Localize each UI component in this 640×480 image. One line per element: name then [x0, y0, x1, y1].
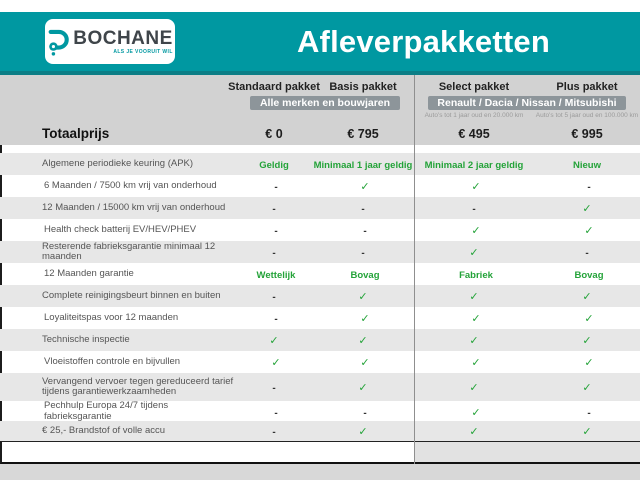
cell-basis	[358, 378, 367, 396]
cell-basis	[361, 243, 364, 261]
check-icon: ✓	[358, 335, 368, 347]
column-header-basis: Basis pakket	[329, 81, 397, 93]
cell-select	[471, 177, 480, 195]
dash-icon: -	[585, 248, 589, 259]
table-row	[0, 241, 640, 263]
note-plus-pakket: Auto's tot 5 jaar oud en 100.000 km	[535, 112, 639, 119]
cell-plus	[582, 331, 591, 349]
check-icon: ✓	[471, 181, 481, 193]
total-price-plus: € 995	[571, 126, 603, 141]
check-icon: ✓	[469, 335, 479, 347]
cell-standaard	[274, 221, 277, 239]
cell-standaard	[274, 403, 277, 421]
cell-select	[459, 265, 493, 283]
top-white-strip	[0, 0, 640, 12]
value-text: Wettelijk	[256, 270, 296, 281]
table-row	[0, 197, 640, 219]
value-text: Nieuw	[573, 160, 601, 171]
notes-row	[0, 110, 640, 121]
cell-plus	[574, 265, 603, 283]
check-icon: ✓	[584, 313, 594, 325]
dash-icon: -	[363, 407, 367, 419]
row-label: € 25,- Brandstof of volle accu	[42, 424, 166, 436]
check-icon: ✓	[584, 225, 594, 237]
row-label: Pechhulp Europa 24/7 tijdens fabrieksgarantie	[44, 400, 169, 422]
row-label: 12 Maanden garantie	[44, 267, 134, 279]
cell-plus	[587, 403, 590, 421]
cell-plus	[584, 353, 593, 371]
dash-icon: -	[272, 204, 276, 215]
cell-plus	[573, 155, 601, 173]
page-header	[0, 12, 640, 75]
table-row	[0, 307, 640, 329]
totals-row	[0, 121, 640, 146]
cell-plus	[582, 199, 591, 217]
total-price-basis: € 795	[347, 126, 379, 141]
badges-row	[0, 95, 640, 110]
row-label: Resterende fabrieksgarantie minimaal 12 maanden	[42, 240, 216, 262]
dash-icon: -	[363, 226, 367, 237]
cell-standaard	[269, 331, 278, 349]
cell-select	[471, 221, 480, 239]
check-icon: ✓	[358, 426, 368, 438]
table-gap-row	[0, 145, 640, 153]
cell-basis	[361, 199, 364, 217]
cell-standaard	[271, 353, 280, 371]
check-icon: ✓	[582, 382, 592, 394]
table-row	[0, 329, 640, 351]
dash-icon: -	[472, 204, 476, 215]
column-header-standaard: Standaard pakket	[228, 81, 320, 93]
row-label: Algemene periodieke keuring (APK)	[42, 157, 194, 169]
value-text: Fabriek	[459, 270, 493, 281]
cell-standaard	[259, 155, 289, 173]
check-icon: ✓	[469, 382, 479, 394]
cell-plus	[582, 378, 591, 396]
check-icon: ✓	[471, 357, 481, 369]
check-icon: ✓	[471, 225, 481, 237]
column-header-select: Select pakket	[438, 81, 510, 93]
row-label: Vloeistoffen controle en bijvullen	[44, 355, 181, 367]
value-text: Bovag	[574, 270, 604, 281]
cell-basis	[358, 287, 367, 305]
row-label: Loyaliteitspas voor 12 maanden	[44, 311, 179, 323]
check-icon: ✓	[469, 247, 479, 259]
row-label: Health check batterij EV/HEV/PHEV	[44, 223, 197, 235]
cell-basis	[363, 403, 366, 421]
cell-plus	[582, 287, 591, 305]
column-header-plus: Plus pakket	[556, 81, 618, 93]
cell-select	[471, 353, 480, 371]
total-price-select: € 495	[458, 126, 490, 141]
row-label: 6 Maanden / 7500 km vrij van onderhoud	[44, 179, 217, 191]
row-label: Complete reinigingsbeurt binnen en buiten	[42, 289, 221, 301]
badge-renault-group: Renault / Dacia / Nissan / Mitsubishi	[428, 96, 626, 110]
check-icon: ✓	[358, 291, 368, 303]
cell-basis	[360, 309, 369, 327]
totals-label: Totaalprijs	[42, 126, 110, 141]
cell-basis	[360, 353, 369, 371]
cell-standaard	[274, 309, 277, 327]
dash-icon: -	[274, 226, 278, 237]
check-icon: ✓	[358, 382, 368, 394]
cell-select	[425, 155, 524, 173]
cell-select	[471, 309, 480, 327]
check-icon: ✓	[582, 291, 592, 303]
check-icon: ✓	[471, 313, 481, 325]
dash-icon: -	[361, 248, 365, 259]
cell-plus	[582, 422, 591, 440]
bottom-gray-strip	[0, 464, 640, 480]
check-icon: ✓	[269, 335, 279, 347]
pricing-header-band	[0, 75, 640, 145]
table-row	[0, 401, 640, 421]
dash-icon: -	[274, 182, 278, 193]
page-title: Afleverpakketten	[296, 23, 551, 59]
check-icon: ✓	[471, 406, 481, 419]
table-row	[0, 153, 640, 175]
check-icon: ✓	[360, 357, 370, 369]
table-row	[0, 175, 640, 197]
check-icon: ✓	[271, 357, 281, 369]
column-headers-row	[0, 80, 640, 95]
bochane-logo	[45, 19, 175, 64]
bochane-logo-icon	[47, 27, 69, 57]
dash-icon: -	[272, 427, 276, 438]
cell-select	[469, 331, 478, 349]
value-text: Bovag	[350, 270, 380, 281]
check-icon: ✓	[582, 426, 592, 438]
dash-icon: -	[272, 383, 276, 394]
cell-plus	[584, 309, 593, 327]
check-icon: ✓	[360, 313, 370, 325]
table-end-row	[0, 441, 640, 464]
cell-basis	[358, 331, 367, 349]
cell-standaard	[272, 422, 275, 440]
cell-select	[469, 378, 478, 396]
cell-basis	[363, 221, 366, 239]
cell-standaard	[272, 243, 275, 261]
cell-standaard	[272, 378, 275, 396]
cell-plus	[584, 221, 593, 239]
comparison-table	[0, 153, 640, 441]
check-icon: ✓	[582, 203, 592, 215]
cell-select	[469, 243, 478, 261]
table-row	[0, 285, 640, 307]
row-label: Technische inspectie	[42, 333, 130, 345]
total-price-standaard: € 0	[265, 126, 283, 141]
check-icon: ✓	[469, 426, 479, 438]
table-row	[0, 263, 640, 285]
cell-standaard	[272, 287, 275, 305]
note-select-pakket: Auto's tot 1 jaar oud en 20.000 km	[424, 112, 524, 119]
cell-select	[472, 199, 475, 217]
cell-basis	[350, 265, 379, 283]
cell-standaard	[274, 177, 277, 195]
cell-basis	[360, 177, 369, 195]
value-text: Geldig	[259, 160, 289, 171]
table-row	[0, 351, 640, 373]
check-icon: ✓	[584, 357, 594, 369]
row-label: Vervangend vervoer tegen gereduceerd tarief tijdens garantiewerkzaamheden	[42, 375, 234, 397]
dash-icon: -	[587, 407, 591, 419]
table-row	[0, 219, 640, 241]
dash-icon: -	[272, 292, 276, 303]
check-icon: ✓	[360, 181, 370, 193]
check-icon: ✓	[582, 335, 592, 347]
value-text: Minimaal 1 jaar geldig	[313, 160, 413, 171]
dash-icon: -	[587, 182, 591, 193]
logo-name: BOCHANE	[73, 27, 173, 49]
dash-icon: -	[274, 407, 278, 419]
dash-icon: -	[272, 248, 276, 259]
cell-plus	[585, 243, 588, 261]
cell-select	[471, 403, 480, 421]
cell-basis	[358, 422, 367, 440]
cell-standaard	[257, 265, 296, 283]
dash-icon: -	[361, 204, 365, 215]
logo-text	[73, 29, 173, 55]
row-label: 12 Maanden / 15000 km vrij van onderhoud	[42, 201, 226, 213]
table-row	[0, 421, 640, 441]
badge-all-brands: Alle merken en bouwjaren	[250, 96, 400, 110]
value-text: Minimaal 2 jaar geldig	[424, 160, 524, 171]
dash-icon: -	[274, 314, 278, 325]
cell-plus	[587, 177, 590, 195]
column-group-divider	[414, 75, 415, 464]
check-icon: ✓	[469, 291, 479, 303]
cell-standaard	[272, 199, 275, 217]
logo-tagline: ALS JE VOORUIT WIL	[113, 48, 173, 55]
cell-select	[469, 287, 478, 305]
table-row	[0, 373, 640, 401]
cell-basis	[314, 155, 413, 173]
cell-select	[469, 422, 478, 440]
